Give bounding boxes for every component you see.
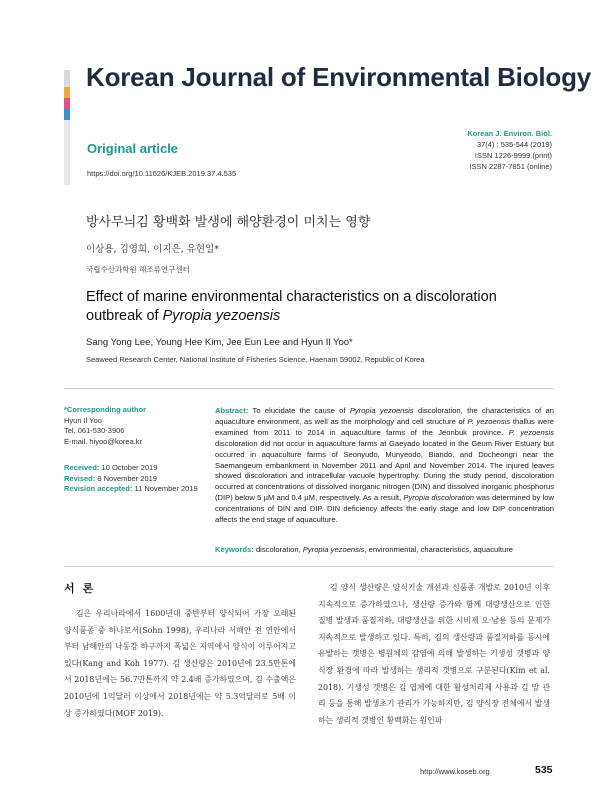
doi-link[interactable]: https://doi.org/10.11626/KJEB.2019.37.4.535 [87, 169, 237, 178]
abstract-italic-3: P. yezoensis [508, 427, 555, 437]
revised-date: 8 November 2019 [97, 473, 157, 483]
divider-top [64, 388, 554, 389]
corresponding-name: Hyun Il Yoo [64, 415, 102, 425]
color-bar-segment-2 [64, 87, 70, 98]
section-title: 서론 [64, 582, 102, 595]
english-title [86, 288, 556, 326]
color-bar-segment-1 [64, 70, 70, 87]
body-column-right: 김 양식 생산량은 양식기술 개선과 신품종 개발로 2010년 이후 지속적으로 증가하였으나, 생산량 증가와 함께 대량생산으로 인한 질병 발생과 품질저하, 대량생산을 위한 시비제 오·남용 등의 문제가 지속적으로 발생하고 있다. 특히, 김의 생산량과 품질저하를 동시에 유발하는 갯병은 병원체의 감염에 의해 발생하는 기생성 갯병과 양식장 환경에 따라 발생하는 생리적 갯병으로 구분된다(Kim et al. 2018). 기생성 갯병은 김 엽체에 대한 활성처리제 사용과 김 망 관리 등을 통해 발생초기 관리가 가능하지만, 김 양식장 전체에서 발생하는 생리적 갯병인 황백화는 원인파 [318, 583, 550, 725]
abstract-label: Abstract: [215, 406, 249, 415]
issn-print: ISSN 1226-9999 (print) [474, 151, 552, 160]
issn-online: ISSN 2287-7851 (online) [469, 162, 552, 171]
abstract [215, 406, 554, 526]
abstract-text-2: discoloration, the characteristics of an aquaculture environment, as well as the morphology and cell structure of [215, 406, 554, 426]
color-bar-segment-5 [64, 120, 70, 185]
keywords-italic: Pyropia yezoensis [302, 545, 365, 554]
color-bar-segment-3 [64, 98, 70, 109]
revised-line [64, 474, 204, 485]
journal-title: Korean Journal of Environmental Biology [86, 62, 592, 92]
journal-meta [467, 128, 552, 172]
page-number: 535 [535, 764, 553, 776]
abstract-text-5: was determined by low concentrations of DIN and DIP. DIN deficiency affects the early stage and low DIP concentration affects the end stage of aquaculture. [215, 493, 554, 525]
body-column-left: 김은 우리나라에서 1600년대 중반부터 양식되어 가장 오래된 양식품종 중 하나로서(Sohn 1998), 우리나라 서해안 전 연안에서부터 남해안의 낙동강 하구까지 폭넓은 지역에서 양식이 이루어지고 있다(Kang and Koh 1977). 김 생산량은 2010년에 23.5만톤에서 2018년에는 56.7만톤까지 약 2.4배 증가하였으며, 김 수출액은 2010년에 1억달러 이상에서 2018년에는 약 5.3억달러로 5배 이상 증가하였다(MOF 2019). [64, 609, 296, 718]
abstract-text-1: To elucidate the cause of [248, 406, 350, 415]
corresponding-tel: Tel. 061-530-3906 [64, 426, 125, 435]
received-line [64, 463, 204, 474]
korean-affiliation: 국립수산과학원 해조류연구센터 [86, 265, 190, 274]
english-title-plain: Effect of marine environmental characteristics on a discoloration outbreak of [86, 289, 497, 324]
color-bar-segment-4 [64, 109, 70, 120]
corresponding-label: *Corresponding author [64, 405, 147, 414]
volume-pages: 37(4) : 535-544 (2019) [476, 140, 552, 149]
article-sidebar [64, 405, 204, 495]
accepted-line [64, 484, 204, 495]
accepted-date: 11 November 2019 [134, 484, 198, 493]
keywords-label: Keywords: [215, 545, 254, 554]
accepted-label: Revision accepted: [64, 484, 133, 493]
keywords-text-1: discoloration, [253, 545, 303, 554]
corresponding-email[interactable]: E-mail. hiyoo@korea.kr [64, 436, 143, 446]
abstract-italic-2: P. yezoensis [467, 416, 511, 426]
revised-label: Revised: [64, 473, 96, 483]
english-title-species: Pyropia yezoensis [162, 308, 281, 324]
korean-title: 방사무늬김 황백화 발생에 해양환경이 미치는 영향 [86, 215, 371, 230]
abstract-text-4: discoloration did not occur in aquaculture farms at Gaeyado located in the Geum River Estuary but occurred in aquaculture farms of Seonyudo, Munyeodo, Biando, and Docheongri near the Saemangeum embankment in November 2011 and April and November 2014. The injured leaves showed discoloration and intracellular vacuole hypertrophy. During the study period, discoloration occurred at concentrations of dissolved inorganic nitrogen (DIN) and dissolved inorganic phosphorus (DIP) below 5 µM and 0.4 µM, respectively. As a result, [215, 438, 554, 503]
abstract-italic-1: Pyropia yezoensis [349, 406, 414, 415]
korean-authors: 이상용, 김영희, 이지은, 유현일* [86, 244, 219, 255]
received-date: 10 October 2019 [101, 463, 158, 472]
english-authors: Sang Yong Lee, Young Hee Kim, Jee Eun Lee and Hyun Il Yoo* [86, 337, 353, 348]
keywords [215, 545, 554, 556]
received-label: Received: [64, 463, 100, 472]
keywords-text-2: , environmental, characteristics, aquaculture [364, 545, 514, 554]
footer-url[interactable]: http://www.koseb.org [420, 767, 490, 776]
divider-bottom [64, 566, 554, 567]
english-affiliation: Seaweed Research Center, National Institute of Fisheries Science, Haenam 59002, Republic of Korea [86, 355, 425, 364]
abstract-text-3: thallus were examined from 2011 to 2014 in aquaculture farms of the Jeonbuk province. [215, 416, 555, 437]
journal-abbrev: Korean J. Environ. Biol. [467, 129, 552, 138]
abstract-italic-4: Pyropia discoloration [403, 493, 475, 503]
article-type: Original article [87, 141, 179, 156]
